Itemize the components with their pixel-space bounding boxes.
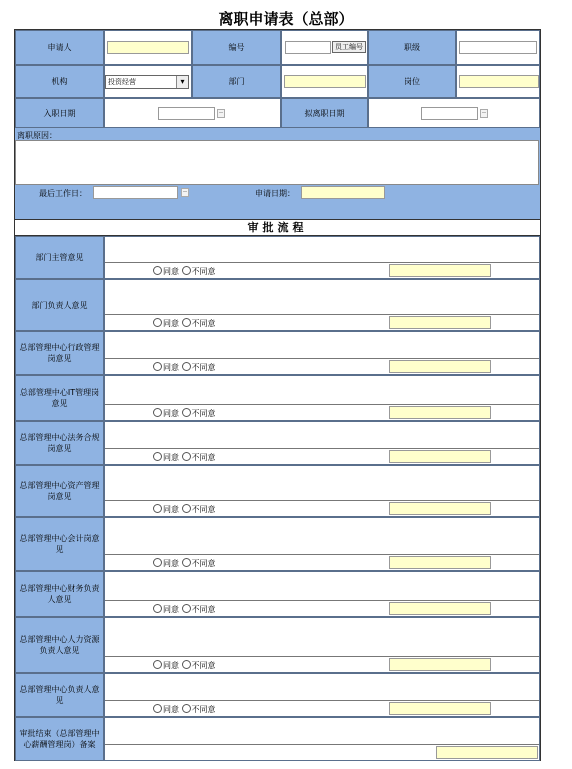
approval-comment-box[interactable] <box>104 571 540 617</box>
approval-radio-group <box>153 704 216 715</box>
calendar-icon[interactable] <box>181 188 189 197</box>
form-title: 离职申请表（总部） <box>218 10 354 28</box>
agree-label: 同意 <box>163 363 179 372</box>
approval-label: 总部管理中心资产管理岗意见 <box>15 465 104 517</box>
number-input[interactable] <box>285 41 331 54</box>
approval-radio-group <box>153 604 216 615</box>
dept-input[interactable] <box>284 75 366 88</box>
calendar-icon[interactable] <box>480 109 488 118</box>
approval-row <box>15 465 540 517</box>
approval-row <box>15 571 540 617</box>
reason-section <box>15 128 540 219</box>
disagree-label: 不同意 <box>191 319 216 328</box>
approver-signature-input[interactable] <box>389 556 491 569</box>
agree-radio[interactable] <box>153 504 162 513</box>
approval-radio-group <box>153 362 216 373</box>
disagree-label: 不同意 <box>191 363 216 372</box>
org-select[interactable] <box>105 75 189 89</box>
approval-comment-box[interactable] <box>104 465 540 517</box>
dept-cell <box>281 65 368 98</box>
approval-label: 总部管理中心行政管理岗意见 <box>15 331 104 375</box>
disagree-radio[interactable] <box>182 504 191 513</box>
agree-radio[interactable] <box>153 266 162 275</box>
approval-row <box>15 617 540 673</box>
agree-label: 同意 <box>163 409 179 418</box>
approval-row <box>15 331 540 375</box>
approver-signature-input[interactable] <box>389 502 491 515</box>
disagree-label: 不同意 <box>191 559 216 568</box>
reason-textarea[interactable] <box>15 140 539 185</box>
approval-label: 总部管理中心会计岗意见 <box>15 517 104 571</box>
approval-label: 总部管理中心IT管理岗意见 <box>15 375 104 421</box>
approver-signature-input[interactable] <box>389 406 491 419</box>
disagree-radio[interactable] <box>182 362 191 371</box>
disagree-radio[interactable] <box>182 604 191 613</box>
disagree-radio[interactable] <box>182 452 191 461</box>
approval-label: 部门负责人意见 <box>15 279 104 331</box>
approval-radio-group <box>153 504 216 515</box>
approval-row <box>15 375 540 421</box>
number-label: 编号 <box>192 30 281 65</box>
approver-signature-input[interactable] <box>389 658 491 671</box>
form-frame <box>14 29 541 761</box>
approver-signature-input[interactable] <box>389 702 491 715</box>
disagree-label: 不同意 <box>191 505 216 514</box>
apply-date-label: 申请日期： <box>255 189 295 198</box>
approval-row <box>15 421 540 465</box>
entry-date-cell <box>104 98 281 128</box>
approval-radio-group <box>153 318 216 329</box>
approval-comment-box[interactable] <box>104 279 540 331</box>
dept-label: 部门 <box>192 65 281 98</box>
approval-comment-box[interactable] <box>104 331 540 375</box>
disagree-radio[interactable] <box>182 408 191 417</box>
approver-signature-input[interactable] <box>389 264 491 277</box>
disagree-label: 不同意 <box>191 705 216 714</box>
chevron-down-icon[interactable]: ▾ <box>176 76 188 88</box>
disagree-label: 不同意 <box>191 661 216 670</box>
org-label: 机构 <box>15 65 104 98</box>
approval-label: 总部管理中心人力资源负责人意见 <box>15 617 104 673</box>
approval-row <box>15 517 540 571</box>
level-label: 职级 <box>368 30 456 65</box>
disagree-radio[interactable] <box>182 318 191 327</box>
approval-comment-box[interactable] <box>104 517 540 571</box>
resign-date-input[interactable] <box>421 107 478 120</box>
agree-radio[interactable] <box>153 558 162 567</box>
applicant-label: 申请人 <box>15 30 104 65</box>
approval-comment-box[interactable] <box>104 375 540 421</box>
agree-label: 同意 <box>163 505 179 514</box>
approval-row <box>15 236 540 279</box>
agree-radio[interactable] <box>153 704 162 713</box>
approver-signature-input[interactable] <box>389 316 491 329</box>
apply-date-input[interactable] <box>301 186 385 199</box>
agree-radio[interactable] <box>153 318 162 327</box>
archive-signature-input[interactable] <box>436 746 538 759</box>
agree-radio[interactable] <box>153 362 162 371</box>
disagree-radio[interactable] <box>182 558 191 567</box>
agree-radio[interactable] <box>153 452 162 461</box>
agree-label: 同意 <box>163 559 179 568</box>
level-input[interactable] <box>459 41 537 54</box>
approval-radio-group <box>153 266 216 277</box>
employee-number-button[interactable]: 员工编号 <box>332 41 366 53</box>
resign-date-label: 拟离职日期 <box>281 98 368 128</box>
applicant-input[interactable] <box>107 41 189 54</box>
approval-label: 总部管理中心财务负责人意见 <box>15 571 104 617</box>
disagree-label: 不同意 <box>191 453 216 462</box>
entry-date-input[interactable] <box>158 107 215 120</box>
reason-label: 离职原因： <box>17 131 57 140</box>
last-day-input[interactable] <box>93 186 178 199</box>
position-label: 岗位 <box>368 65 456 98</box>
approval-comment-box[interactable] <box>104 717 540 761</box>
approval-row <box>15 717 540 761</box>
agree-label: 同意 <box>163 605 179 614</box>
disagree-label: 不同意 <box>191 267 216 276</box>
disagree-radio[interactable] <box>182 660 191 669</box>
org-select-value: 投资经营 <box>108 78 136 86</box>
last-day-label: 最后工作日： <box>39 189 87 198</box>
applicant-cell <box>104 30 192 65</box>
calendar-icon[interactable] <box>217 109 225 118</box>
approver-signature-input[interactable] <box>389 602 491 615</box>
agree-radio[interactable] <box>153 604 162 613</box>
approver-signature-input[interactable] <box>389 360 491 373</box>
approval-row <box>15 673 540 717</box>
disagree-label: 不同意 <box>191 605 216 614</box>
agree-radio[interactable] <box>153 408 162 417</box>
disagree-radio[interactable] <box>182 704 191 713</box>
approval-radio-group <box>153 660 216 671</box>
approval-row <box>15 279 540 331</box>
agree-label: 同意 <box>163 661 179 670</box>
approval-radio-group <box>153 408 216 419</box>
approval-title: 审批流程 <box>15 219 540 236</box>
approval-label: 审批结束（总部管理中心薪酬管理岗）备案 <box>15 717 104 761</box>
approval-comment-box[interactable] <box>104 236 540 279</box>
number-cell <box>281 30 368 65</box>
agree-label: 同意 <box>163 267 179 276</box>
disagree-label: 不同意 <box>191 409 216 418</box>
agree-label: 同意 <box>163 453 179 462</box>
level-cell <box>456 30 540 65</box>
approval-label: 总部管理中心法务合规岗意见 <box>15 421 104 465</box>
agree-label: 同意 <box>163 319 179 328</box>
position-cell <box>456 65 540 98</box>
approval-comment-box[interactable] <box>104 673 540 717</box>
agree-label: 同意 <box>163 705 179 714</box>
approval-radio-group <box>153 558 216 569</box>
resign-date-cell <box>368 98 540 128</box>
approval-comment-box[interactable] <box>104 421 540 465</box>
disagree-radio[interactable] <box>182 266 191 275</box>
approval-radio-group <box>153 452 216 463</box>
approval-comment-box[interactable] <box>104 617 540 673</box>
approval-label: 部门主管意见 <box>15 236 104 279</box>
entry-date-label: 入职日期 <box>15 98 104 128</box>
agree-radio[interactable] <box>153 660 162 669</box>
approval-label: 总部管理中心负责人意见 <box>15 673 104 717</box>
org-cell <box>104 65 192 98</box>
position-input[interactable] <box>459 75 539 88</box>
approver-signature-input[interactable] <box>389 450 491 463</box>
